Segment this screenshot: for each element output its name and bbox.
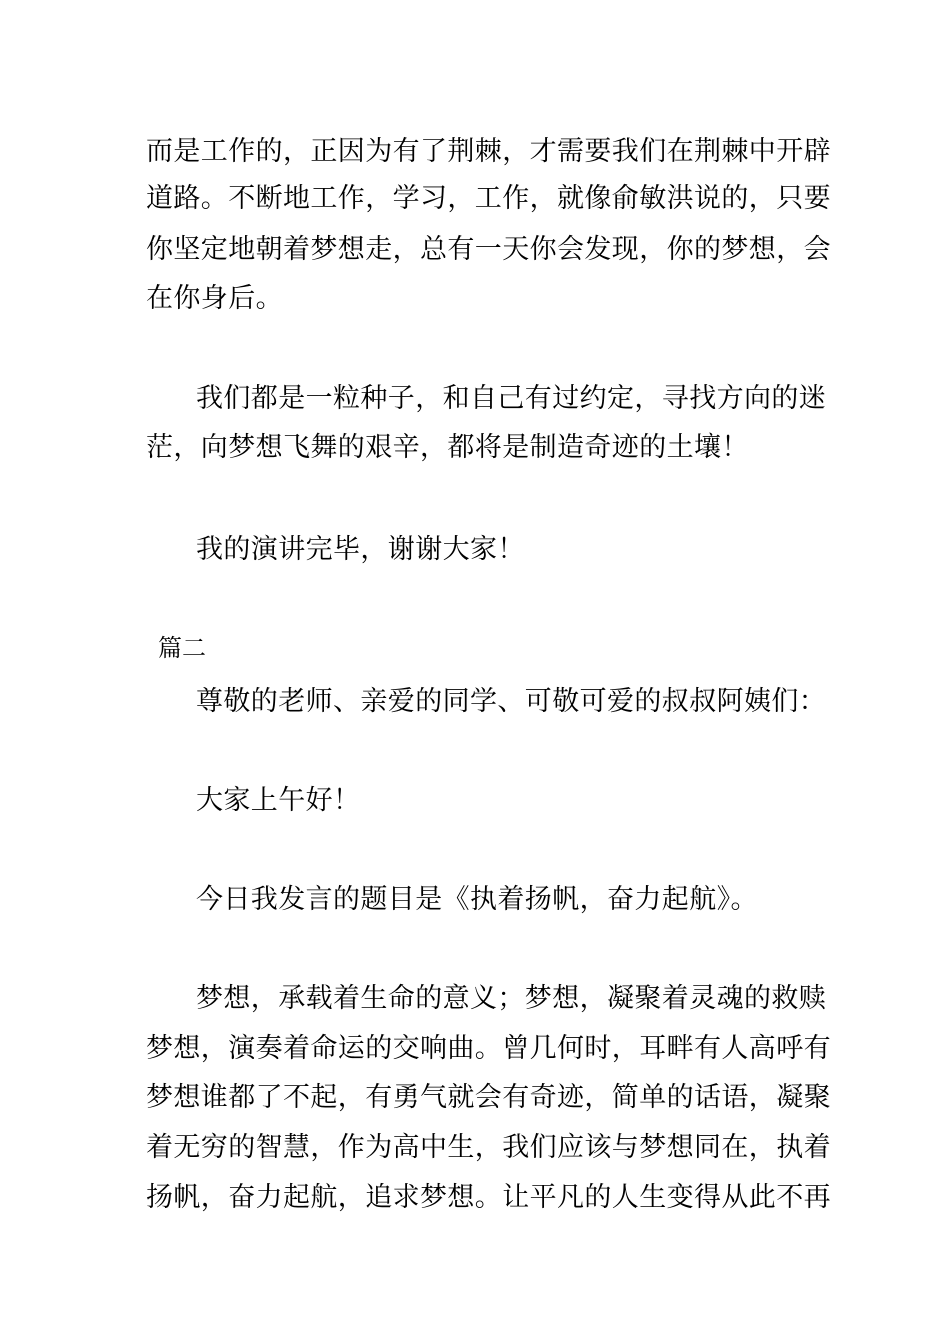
salutation: 尊敬的老师、亲爱的同学、可敬可爱的叔叔阿姨们： [196,686,827,717]
text-line: 扬帆，奋力起航，追求梦想。让平凡的人生变得从此不再 [146,1182,831,1213]
text-line: 着无穷的智慧，作为高中生，我们应该与梦想同在，执着 [146,1132,831,1163]
greeting: 大家上午好！ [196,785,361,816]
text-line: 在你身后。 [146,283,283,314]
speech-topic: 今日我发言的题目是《执着扬帆，奋力起航》。 [196,884,758,915]
text-line: 你坚定地朝着梦想走，总有一天你会发现，你的梦想，会 [146,234,831,265]
text-line: 梦想谁都了不起，有勇气就会有奇迹，简单的话语，凝聚 [146,1082,831,1113]
text-line: 梦想，承载着生命的意义；梦想，凝聚着灵魂的救赎 [196,983,827,1014]
closing-remark: 我的演讲完毕，谢谢大家！ [196,534,525,565]
section-heading: 篇二 [158,634,206,662]
text-line: 梦想，演奏着命运的交响曲。曾几何时，耳畔有人高呼有 [146,1033,831,1064]
text-line: 茫，向梦想飞舞的艰辛，都将是制造奇迹的土壤！ [146,432,749,463]
text-line: 我们都是一粒种子，和自己有过约定，寻找方向的迷 [196,383,827,414]
text-line: 道路。不断地工作，学习，工作，就像俞敏洪说的，只要 [146,183,831,214]
text-line: 而是工作的，正因为有了荆棘，才需要我们在荆棘中开辟 [146,136,831,167]
